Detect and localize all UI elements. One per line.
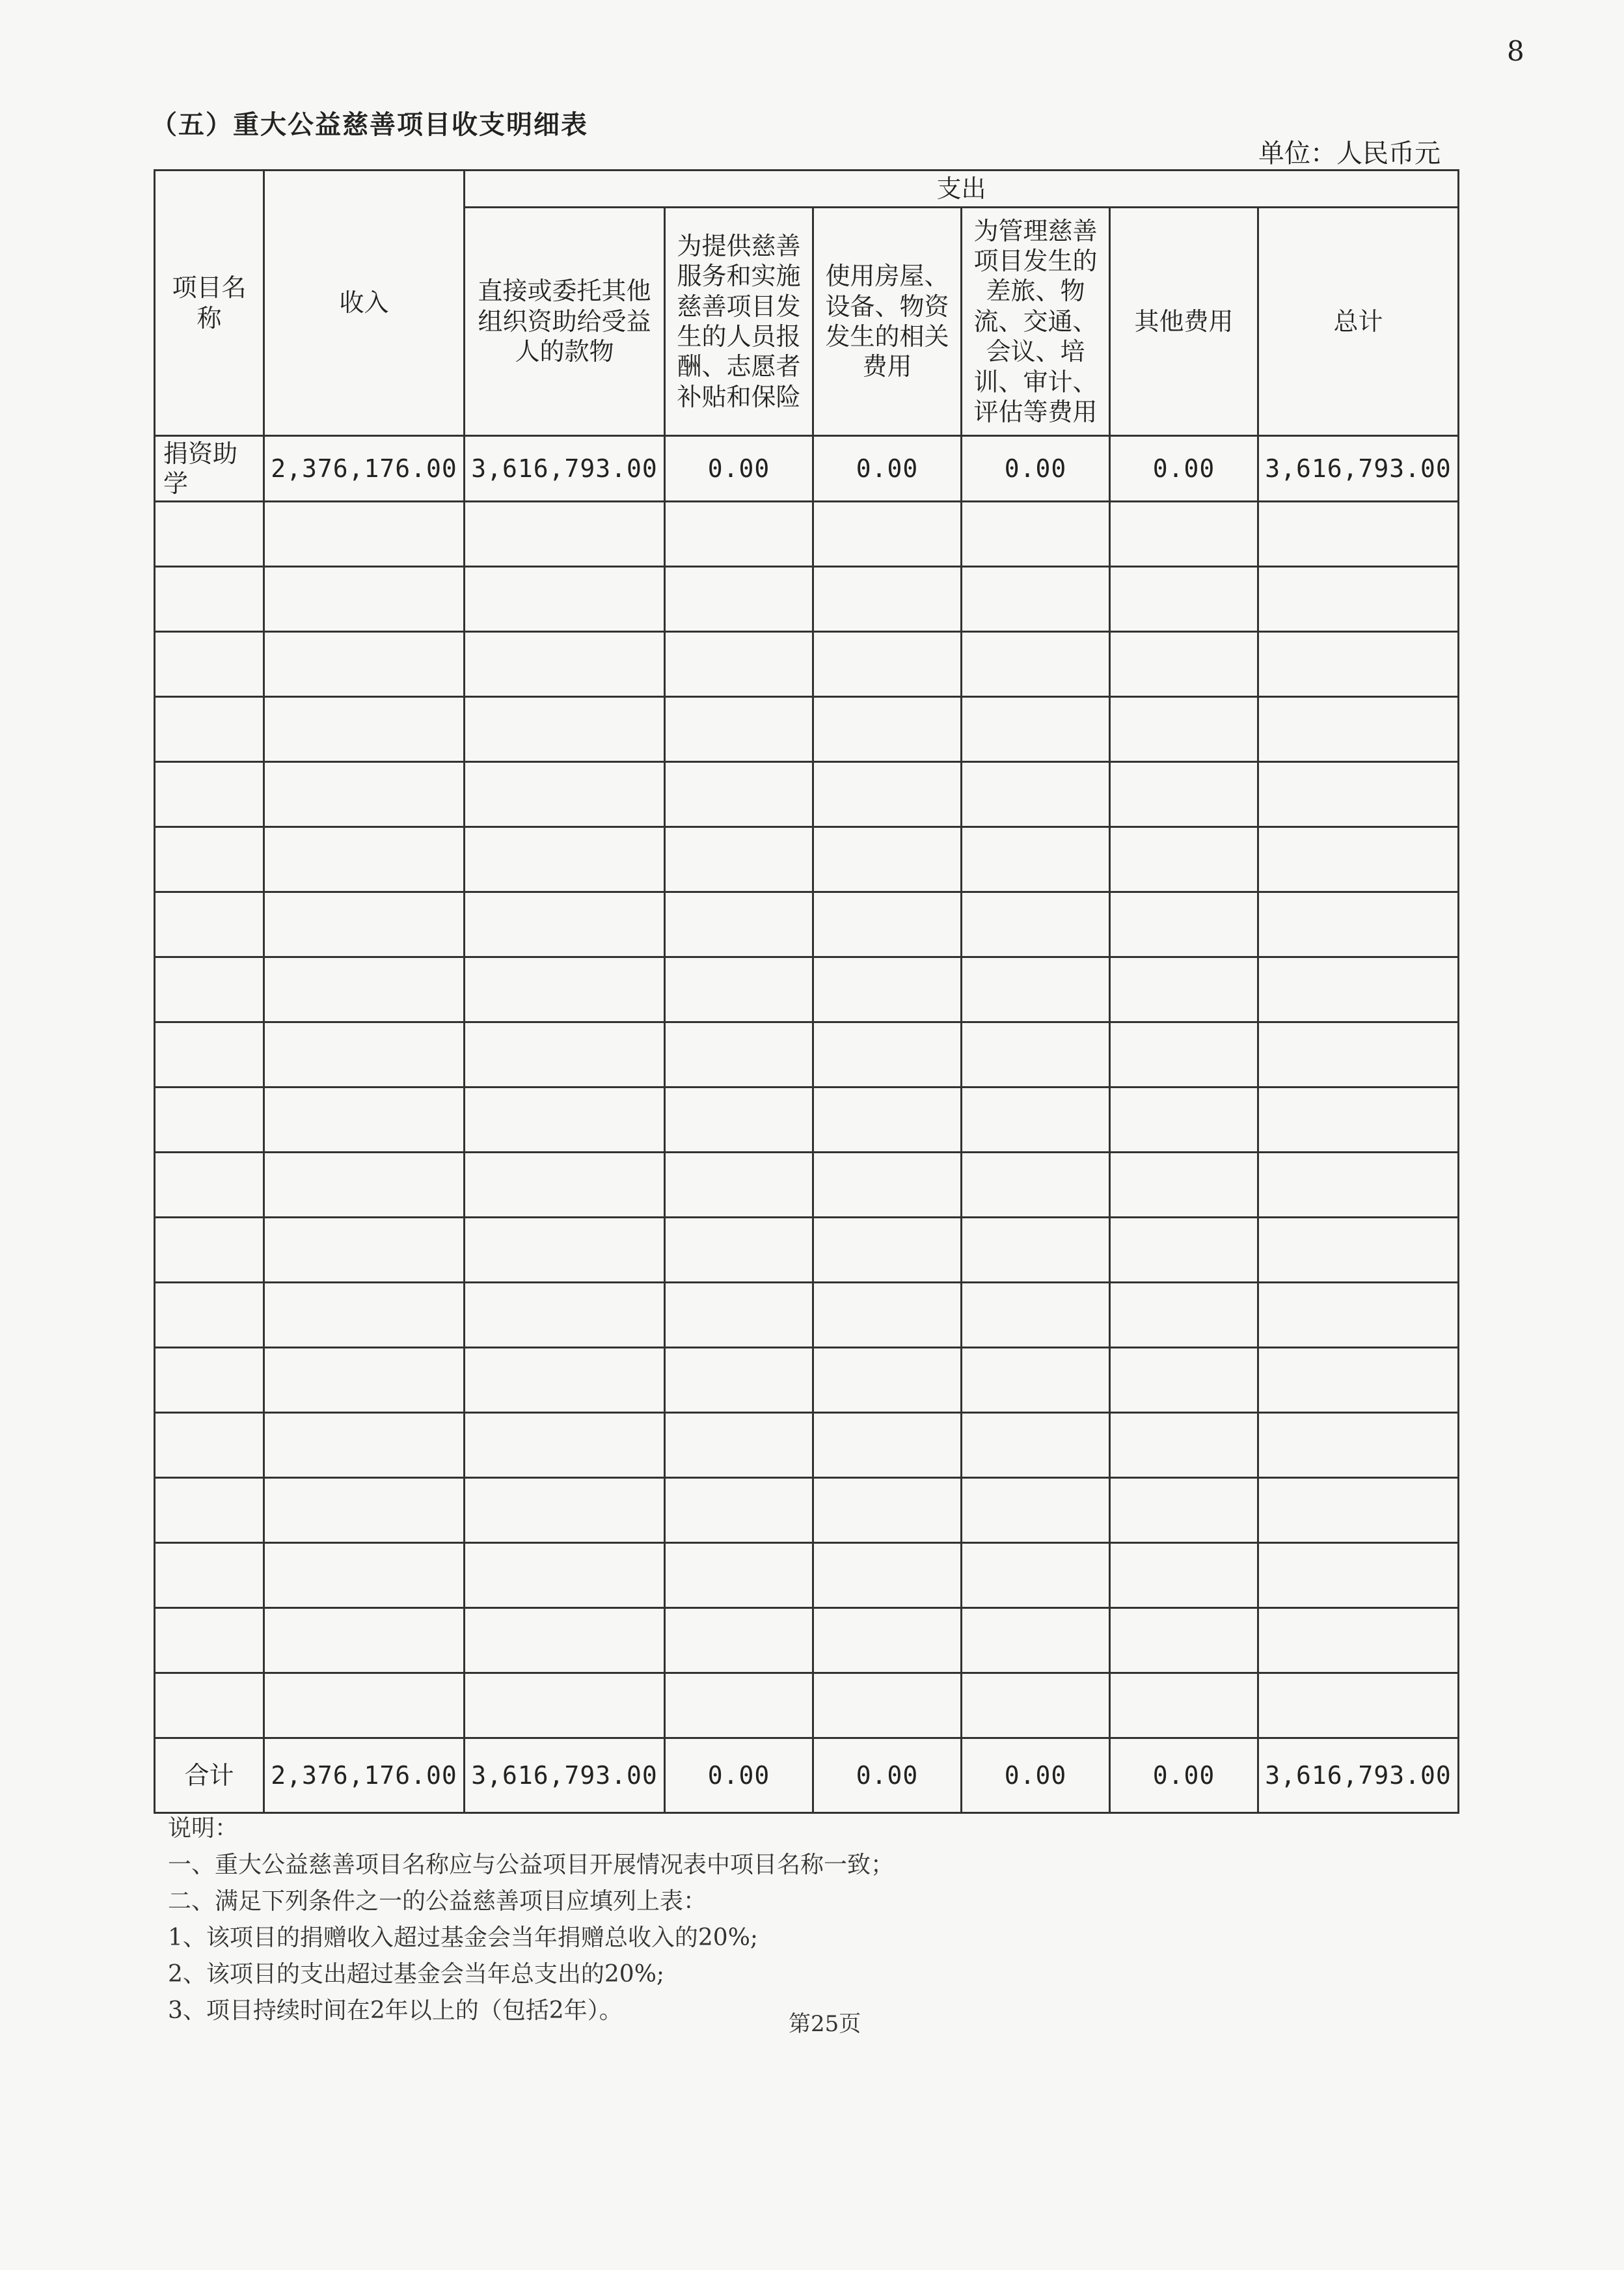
empty-cell bbox=[155, 1413, 264, 1478]
empty-cell bbox=[264, 697, 465, 762]
empty-cell bbox=[962, 1478, 1110, 1543]
empty-cell bbox=[1110, 632, 1258, 697]
header-expense-group: 支出 bbox=[465, 171, 1459, 208]
empty-cell bbox=[665, 1283, 813, 1348]
income-expense-table bbox=[154, 169, 1457, 1814]
empty-cell bbox=[155, 762, 264, 827]
empty-cell bbox=[1258, 827, 1459, 892]
empty-cell bbox=[813, 1153, 962, 1218]
row-direct-aid: 3,616,793.00 bbox=[465, 436, 665, 502]
empty-cell bbox=[465, 632, 665, 697]
empty-cell bbox=[155, 957, 264, 1022]
empty-cell bbox=[813, 1543, 962, 1608]
empty-cell bbox=[813, 827, 962, 892]
empty-cell bbox=[1258, 502, 1459, 567]
empty-cell bbox=[1110, 697, 1258, 762]
header-other: 其他费用 bbox=[1110, 208, 1258, 436]
empty-cell bbox=[665, 1218, 813, 1283]
empty-cell bbox=[264, 1348, 465, 1413]
empty-cell bbox=[1110, 1153, 1258, 1218]
empty-cell bbox=[155, 1478, 264, 1543]
empty-table-row bbox=[155, 1413, 1459, 1478]
empty-table-row bbox=[155, 827, 1459, 892]
empty-cell bbox=[1110, 1608, 1258, 1673]
total-personnel: 0.00 bbox=[665, 1738, 813, 1813]
empty-cell bbox=[1110, 762, 1258, 827]
empty-cell bbox=[465, 1478, 665, 1543]
empty-cell bbox=[1110, 567, 1258, 632]
empty-cell bbox=[1258, 632, 1459, 697]
empty-cell bbox=[813, 1218, 962, 1283]
total-management: 0.00 bbox=[962, 1738, 1110, 1813]
empty-table-row bbox=[155, 957, 1459, 1022]
empty-cell bbox=[155, 1153, 264, 1218]
empty-cell bbox=[665, 632, 813, 697]
empty-cell bbox=[962, 892, 1110, 957]
empty-cell bbox=[1110, 1413, 1258, 1478]
empty-cell bbox=[155, 827, 264, 892]
note-line: 1、该项目的捐赠收入超过基金会当年捐赠总收入的20%; bbox=[168, 1924, 759, 1951]
empty-cell bbox=[264, 1153, 465, 1218]
empty-cell bbox=[1110, 827, 1258, 892]
empty-cell bbox=[962, 1022, 1110, 1087]
empty-table-row bbox=[155, 1087, 1459, 1153]
empty-cell bbox=[264, 1218, 465, 1283]
empty-cell bbox=[813, 502, 962, 567]
footer-page-number: 第25页 bbox=[789, 2011, 861, 2037]
empty-cell bbox=[962, 1153, 1110, 1218]
empty-cell bbox=[465, 1153, 665, 1218]
total-direct-aid: 3,616,793.00 bbox=[465, 1738, 665, 1813]
empty-table-row bbox=[155, 1608, 1459, 1673]
empty-cell bbox=[264, 892, 465, 957]
note-line: 3、项目持续时间在2年以上的（包括2年）。 bbox=[168, 1997, 623, 2024]
empty-cell bbox=[155, 1283, 264, 1348]
row-project-name: 捐资助学 bbox=[155, 436, 264, 502]
empty-cell bbox=[264, 502, 465, 567]
total-facilities: 0.00 bbox=[813, 1738, 962, 1813]
empty-cell bbox=[264, 762, 465, 827]
empty-cell bbox=[155, 1087, 264, 1153]
empty-cell bbox=[1110, 1478, 1258, 1543]
empty-cell bbox=[465, 1022, 665, 1087]
empty-cell bbox=[665, 1543, 813, 1608]
empty-cell bbox=[962, 1218, 1110, 1283]
empty-cell bbox=[813, 1478, 962, 1543]
empty-cell bbox=[962, 1087, 1110, 1153]
empty-cell bbox=[665, 1153, 813, 1218]
empty-cell bbox=[264, 1283, 465, 1348]
unit-label: 单位：人民币元 bbox=[1258, 139, 1441, 169]
empty-table-row bbox=[155, 1543, 1459, 1608]
empty-cell bbox=[264, 1478, 465, 1543]
row-facilities: 0.00 bbox=[813, 436, 962, 502]
empty-cell bbox=[813, 892, 962, 957]
empty-cell bbox=[1258, 1543, 1459, 1608]
header-total: 总计 bbox=[1258, 208, 1459, 436]
empty-table-row bbox=[155, 1348, 1459, 1413]
empty-cell bbox=[1258, 957, 1459, 1022]
empty-table-row bbox=[155, 892, 1459, 957]
empty-cell bbox=[665, 1087, 813, 1153]
empty-cell bbox=[1258, 1218, 1459, 1283]
empty-cell bbox=[155, 567, 264, 632]
empty-cell bbox=[1110, 957, 1258, 1022]
empty-cell bbox=[813, 1022, 962, 1087]
empty-cell bbox=[1110, 1218, 1258, 1283]
empty-cell bbox=[1258, 1283, 1459, 1348]
empty-rows bbox=[155, 502, 1459, 1738]
empty-cell bbox=[465, 1087, 665, 1153]
total-total: 3,616,793.00 bbox=[1258, 1738, 1459, 1813]
empty-cell bbox=[264, 567, 465, 632]
empty-cell bbox=[1110, 1543, 1258, 1608]
empty-cell bbox=[1110, 1087, 1258, 1153]
empty-cell bbox=[1110, 892, 1258, 957]
row-total: 3,616,793.00 bbox=[1258, 436, 1459, 502]
notes-heading: 说明： bbox=[168, 1815, 239, 1842]
empty-cell bbox=[465, 502, 665, 567]
empty-cell bbox=[155, 1022, 264, 1087]
empty-cell bbox=[813, 697, 962, 762]
total-row bbox=[155, 1738, 1459, 1813]
empty-cell bbox=[962, 567, 1110, 632]
empty-cell bbox=[264, 1022, 465, 1087]
empty-cell bbox=[1258, 1413, 1459, 1478]
empty-cell bbox=[813, 1087, 962, 1153]
empty-cell bbox=[813, 1608, 962, 1673]
empty-cell bbox=[155, 892, 264, 957]
empty-cell bbox=[962, 632, 1110, 697]
empty-cell bbox=[465, 1608, 665, 1673]
empty-table-row bbox=[155, 567, 1459, 632]
empty-cell bbox=[665, 567, 813, 632]
empty-table-row bbox=[155, 762, 1459, 827]
empty-table-row bbox=[155, 1153, 1459, 1218]
empty-cell bbox=[155, 1543, 264, 1608]
empty-cell bbox=[155, 1348, 264, 1413]
empty-cell bbox=[962, 502, 1110, 567]
empty-cell bbox=[665, 1478, 813, 1543]
empty-cell bbox=[665, 1022, 813, 1087]
empty-cell bbox=[962, 1543, 1110, 1608]
empty-cell bbox=[465, 697, 665, 762]
empty-cell bbox=[813, 1413, 962, 1478]
empty-cell bbox=[962, 1348, 1110, 1413]
empty-cell bbox=[1258, 1348, 1459, 1413]
empty-cell bbox=[962, 1413, 1110, 1478]
empty-cell bbox=[155, 1608, 264, 1673]
document-title: （五）重大公益慈善项目收支明细表 bbox=[151, 109, 588, 140]
empty-cell bbox=[813, 1283, 962, 1348]
empty-cell bbox=[1110, 1673, 1258, 1738]
empty-table-row bbox=[155, 1218, 1459, 1283]
empty-cell bbox=[1258, 762, 1459, 827]
empty-cell bbox=[665, 1413, 813, 1478]
empty-cell bbox=[155, 697, 264, 762]
empty-cell bbox=[465, 892, 665, 957]
empty-cell bbox=[1258, 1087, 1459, 1153]
empty-cell bbox=[465, 1543, 665, 1608]
empty-cell bbox=[1258, 1478, 1459, 1543]
empty-cell bbox=[1258, 1153, 1459, 1218]
empty-cell bbox=[465, 1348, 665, 1413]
empty-table-row bbox=[155, 1022, 1459, 1087]
empty-cell bbox=[465, 762, 665, 827]
empty-table-row bbox=[155, 1673, 1459, 1738]
empty-cell bbox=[813, 567, 962, 632]
empty-cell bbox=[465, 1283, 665, 1348]
row-personnel: 0.00 bbox=[665, 436, 813, 502]
empty-cell bbox=[264, 1087, 465, 1153]
empty-cell bbox=[1258, 567, 1459, 632]
empty-cell bbox=[665, 827, 813, 892]
table-row bbox=[155, 436, 1459, 502]
empty-cell bbox=[813, 957, 962, 1022]
empty-cell bbox=[155, 502, 264, 567]
header-direct-aid: 直接或委托其他组织资助给受益人的款物 bbox=[465, 208, 665, 436]
header-personnel: 为提供慈善服务和实施慈善项目发生的人员报酬、志愿者补贴和保险 bbox=[665, 208, 813, 436]
empty-cell bbox=[665, 762, 813, 827]
empty-cell bbox=[813, 632, 962, 697]
empty-cell bbox=[962, 1673, 1110, 1738]
empty-table-row bbox=[155, 1283, 1459, 1348]
empty-cell bbox=[665, 1673, 813, 1738]
empty-cell bbox=[264, 1413, 465, 1478]
page-number: 8 bbox=[1507, 35, 1524, 67]
empty-cell bbox=[1258, 1673, 1459, 1738]
empty-cell bbox=[155, 1218, 264, 1283]
empty-cell bbox=[264, 957, 465, 1022]
empty-cell bbox=[465, 1413, 665, 1478]
empty-cell bbox=[155, 632, 264, 697]
empty-cell bbox=[465, 567, 665, 632]
notes bbox=[168, 1811, 894, 2029]
header-management: 为管理慈善项目发生的差旅、物流、交通、会议、培训、审计、评估等费用 bbox=[962, 208, 1110, 436]
empty-cell bbox=[665, 697, 813, 762]
row-other: 0.00 bbox=[1110, 436, 1258, 502]
empty-cell bbox=[264, 1608, 465, 1673]
empty-cell bbox=[1110, 502, 1258, 567]
empty-cell bbox=[665, 1608, 813, 1673]
empty-cell bbox=[1110, 1283, 1258, 1348]
header-income: 收入 bbox=[264, 171, 465, 436]
empty-cell bbox=[1258, 892, 1459, 957]
empty-cell bbox=[813, 762, 962, 827]
empty-cell bbox=[962, 1608, 1110, 1673]
empty-cell bbox=[264, 827, 465, 892]
empty-cell bbox=[813, 1348, 962, 1413]
empty-cell bbox=[962, 762, 1110, 827]
empty-cell bbox=[155, 1673, 264, 1738]
note-line: 一、重大公益慈善项目名称应与公益项目开展情况表中项目名称一致； bbox=[168, 1852, 895, 1878]
row-management: 0.00 bbox=[962, 436, 1110, 502]
empty-cell bbox=[1258, 697, 1459, 762]
empty-cell bbox=[1258, 1022, 1459, 1087]
empty-cell bbox=[665, 957, 813, 1022]
empty-cell bbox=[962, 957, 1110, 1022]
empty-cell bbox=[665, 892, 813, 957]
empty-cell bbox=[264, 632, 465, 697]
note-line: 2、该项目的支出超过基金会当年总支出的20%; bbox=[168, 1961, 665, 1988]
empty-cell bbox=[1110, 1022, 1258, 1087]
empty-cell bbox=[1258, 1608, 1459, 1673]
row-income: 2,376,176.00 bbox=[264, 436, 465, 502]
empty-cell bbox=[264, 1673, 465, 1738]
header-project-name: 项目名称 bbox=[155, 171, 264, 436]
empty-cell bbox=[1110, 1348, 1258, 1413]
empty-cell bbox=[962, 697, 1110, 762]
note-line: 二、满足下列条件之一的公益慈善项目应填列上表： bbox=[168, 1888, 707, 1915]
empty-cell bbox=[264, 1543, 465, 1608]
empty-cell bbox=[813, 1673, 962, 1738]
header-facilities: 使用房屋、设备、物资发生的相关费用 bbox=[813, 208, 962, 436]
total-label: 合计 bbox=[155, 1738, 264, 1813]
empty-cell bbox=[465, 1673, 665, 1738]
empty-table-row bbox=[155, 632, 1459, 697]
empty-cell bbox=[465, 827, 665, 892]
empty-table-row bbox=[155, 1478, 1459, 1543]
empty-cell bbox=[465, 1218, 665, 1283]
empty-table-row bbox=[155, 502, 1459, 567]
empty-cell bbox=[665, 1348, 813, 1413]
total-income: 2,376,176.00 bbox=[264, 1738, 465, 1813]
empty-cell bbox=[962, 827, 1110, 892]
total-other: 0.00 bbox=[1110, 1738, 1258, 1813]
empty-cell bbox=[465, 957, 665, 1022]
empty-table-row bbox=[155, 697, 1459, 762]
empty-cell bbox=[962, 1283, 1110, 1348]
empty-cell bbox=[665, 502, 813, 567]
